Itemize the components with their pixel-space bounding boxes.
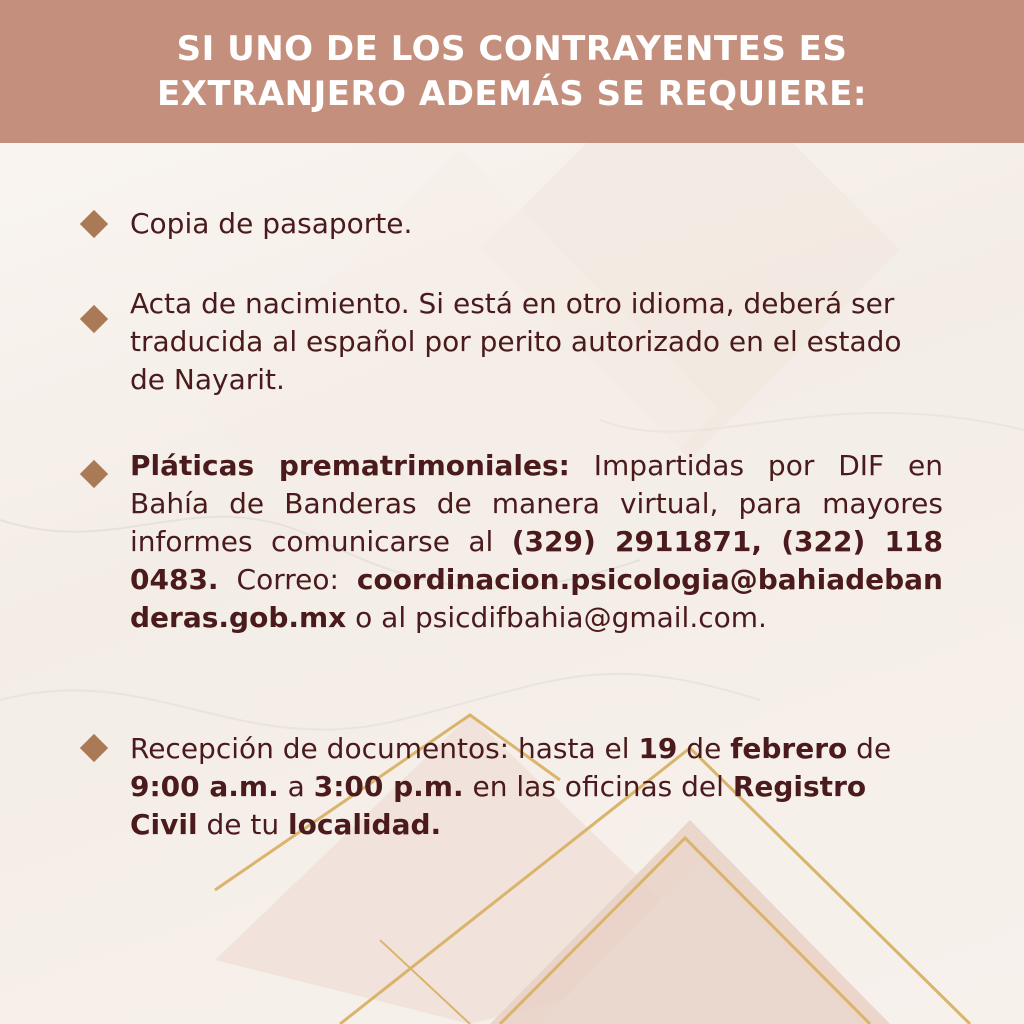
requirement-text: Acta de nacimiento. Si está en otro idioma, deberá ser traducida al español por perito autorizado en el estado de Nayarit.	[130, 287, 902, 396]
header-title-line1: SI UNO DE LOS CONTRAYENTES ES	[176, 28, 848, 69]
requirement-text	[130, 730, 943, 844]
diamond-bullet-icon	[80, 210, 108, 238]
contact-email-link[interactable]: coordinacion.psicologia@bahiadebanderas.gob.mx	[130, 563, 943, 634]
requirement-item-document-reception	[80, 730, 950, 844]
premarital-label: Pláticas prematrimoniales:	[130, 449, 570, 482]
reception-end-time: 3:00 p.m.	[313, 770, 464, 803]
diamond-bullet-icon	[80, 460, 108, 488]
reception-text: de	[847, 732, 892, 765]
requirement-item-premarital-talks	[80, 447, 950, 637]
requirement-text	[130, 447, 943, 637]
secondary-email: o al psicdifbahia@gmail.com.	[346, 601, 767, 634]
reception-text: en las oficinas del	[463, 770, 733, 803]
reception-locality: localidad.	[288, 808, 442, 841]
diamond-bullet-icon	[80, 734, 108, 762]
reception-office: Registro Civil	[130, 770, 867, 841]
contact-phones: (329) 2911871, (322) 118 0483.	[130, 525, 943, 596]
requirement-item-passport	[80, 205, 950, 243]
premarital-description: Impartidas por DIF en Bahía de Banderas de manera virtual, para mayores informes comunicarse al	[130, 449, 943, 558]
reception-text: Recepción de documentos: hasta el	[130, 732, 639, 765]
requirement-text: Copia de pasaporte.	[130, 207, 413, 240]
diamond-bullet-icon	[80, 305, 108, 333]
reception-month: febrero	[730, 732, 848, 765]
reception-start-time: 9:00 a.m.	[130, 770, 279, 803]
email-prefix: Correo:	[218, 563, 357, 596]
reception-text: de tu	[197, 808, 289, 841]
reception-text: de	[677, 732, 731, 765]
header-title-line2: EXTRANJERO ADEMÁS SE REQUIERE:	[157, 73, 867, 114]
reception-day: 19	[638, 732, 678, 765]
reception-text: a	[278, 770, 314, 803]
requirement-item-birth-certificate	[80, 285, 950, 399]
